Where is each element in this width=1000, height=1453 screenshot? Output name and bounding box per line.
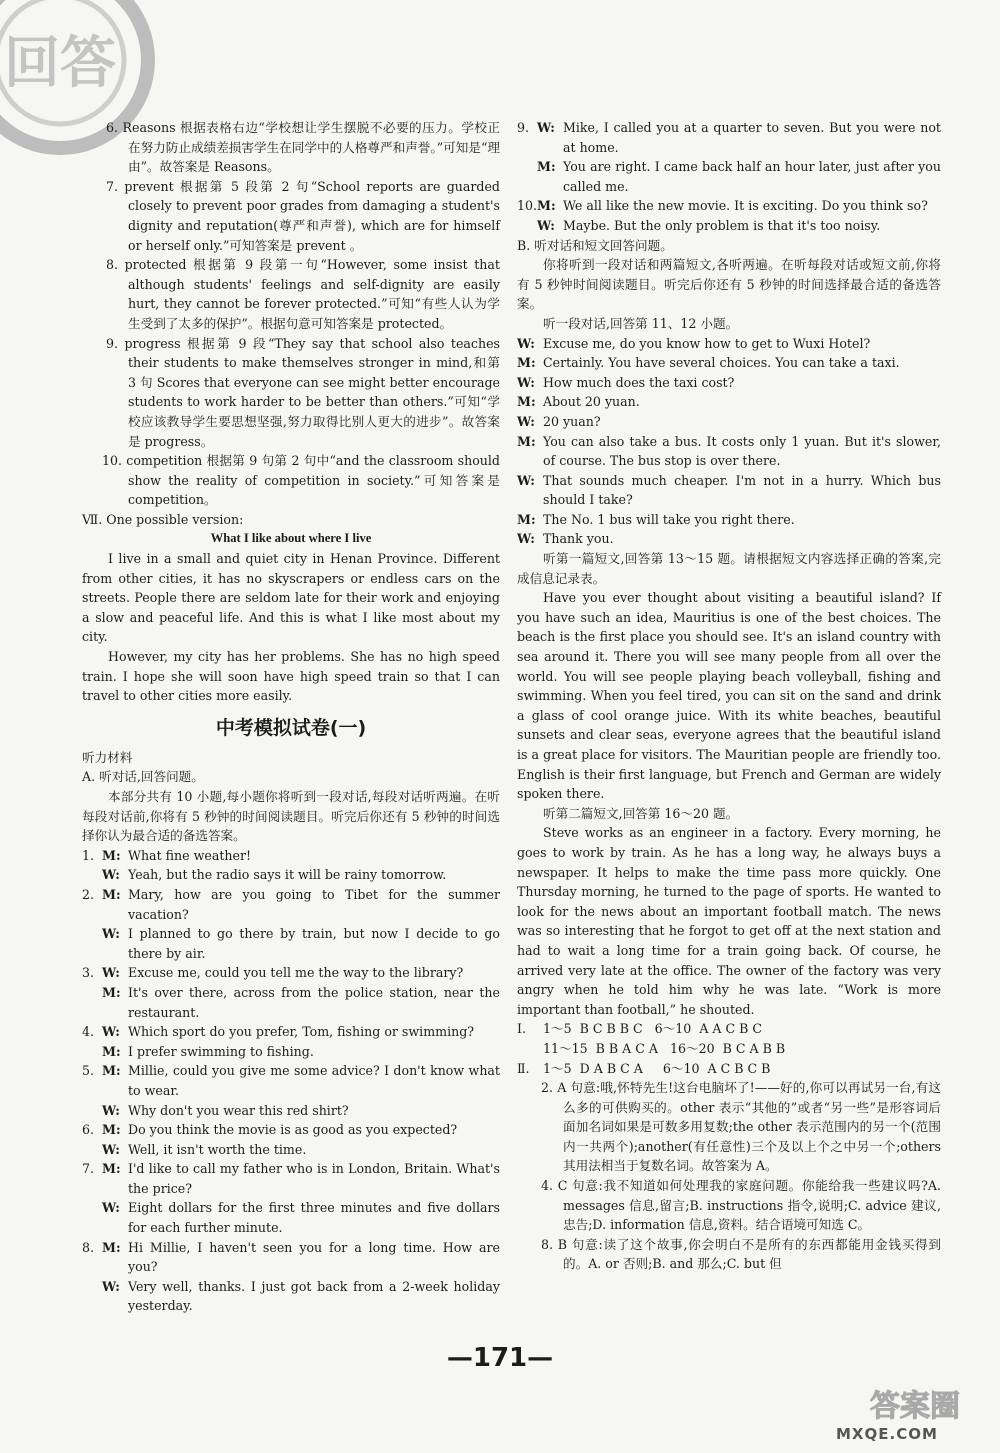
- stamp-text: 回答: [4, 31, 116, 96]
- dialogue-number: 2.: [82, 886, 95, 902]
- section-b-intro: 你将听到一段对话和两篇短文,各听两遍。在听每段对话或短文前,你将有 5 秒钟时间阅读题目。听完后你还有 5 秒钟的时间选择最合适的备选答案。: [517, 257, 941, 312]
- dialogue-text: About 20 yuan.: [543, 394, 640, 410]
- section-b-heading: B. 听对话和短文回答问题。: [517, 237, 673, 253]
- dialogue-line: [82, 1101, 500, 1121]
- answer-explanation-9: 9. progress 根据第 9 段“They say that school also teaches their students to make themselves stronger in mind,和第 3 句 Scores that everyone can see might better encourage students to work harder to be better than others.”可知“学校应该教导学生要思想坚强,努力取得比别人更大的进步”。故答案是 progress。: [106, 335, 500, 449]
- speaker-label: W:: [517, 531, 535, 547]
- exam-title: 中考模拟试卷(一): [215, 716, 367, 739]
- answer-explanation-8: 8. protected 根据第 9 段第一句“However, some insist that although students' feelings and self-dignity are easily hurt, they cannot be forever protected.”可知“有些人认为学生受到了太多的保护”。根据句意可知答案是 protected。: [106, 257, 500, 331]
- speaker-label: W:: [537, 217, 555, 233]
- dialogue-number: 10.: [517, 198, 538, 214]
- answers-section-1: [517, 1019, 941, 1058]
- answer-explanation-6: 6. Reasons 根据表格右边“学校想让学生摆脱不必要的压力。学校正在努力防止成绩差损害学生在同学中的人格尊严和声誉。”可知是“理由”。故答案是 Reasons。: [106, 120, 500, 175]
- dialogue-line: [82, 1022, 500, 1042]
- long-dialogue: [517, 334, 941, 550]
- answers-line: 1～5 D A B C A 6～10 A C B C B: [543, 1060, 771, 1076]
- right-column: [517, 118, 941, 1274]
- essay-title: What I like about where I live: [210, 531, 372, 546]
- speaker-label: W:: [517, 413, 535, 429]
- dialogue-number: 8.: [82, 1239, 95, 1255]
- speaker-label: M:: [537, 159, 556, 175]
- passage-2-intro: 听第二篇短文,回答第 16～20 题。: [543, 805, 739, 821]
- speaker-label: W:: [517, 472, 535, 488]
- dialogue-line: [82, 1120, 500, 1140]
- speaker-label: M:: [517, 355, 536, 371]
- dialogue-text: Excuse me, could you tell me the way to the library?: [128, 965, 464, 981]
- dialogue-text: You are right. I came back half an hour later, just after you called me.: [563, 159, 941, 194]
- speaker-label: W:: [102, 1200, 120, 1216]
- dialogue-line: [82, 1277, 500, 1316]
- dialogue-number: 5.: [82, 1063, 95, 1079]
- section-a-intro: 本部分共有 10 小题,每小题你将听到一段对话,每段对话听两遍。在听每段对话前,你将有 5 秒钟的时间阅读题目。听完后你还有 5 秒钟的时间选择你认为最合适的备选答案。: [82, 789, 500, 844]
- speaker-label: W:: [102, 1102, 120, 1118]
- answer-explanation-8-part: 8. B 句意:读了这个故事,你会明白不是所有的东西都能用金钱买得到的。A. or 否则;B. and 那么;C. but 但: [541, 1236, 941, 1272]
- essay-paragraph-1: I live in a small and quiet city in Henan Province. Different from other cities, it has no skyscrapers or endless cars on the streets. People there are seldom late for their work and enjoying a slow and peaceful life. And this is what I like most about my city.: [82, 551, 500, 645]
- dialogue-number: 4.: [82, 1024, 95, 1040]
- dialogue-intro: 听一段对话,回答第 11、12 小题。: [543, 315, 739, 331]
- answer-explanation-10: 10. competition 根据第 9 句第 2 句中“and the classroom should show the reality of competition in society.”可知答案是 competition。: [102, 453, 500, 508]
- watermark-brand: 答案圈: [870, 1389, 960, 1424]
- dialogue-line: [82, 846, 500, 866]
- dialogue-text: Hi Millie, I haven't seen you for a long time. How are you?: [128, 1239, 500, 1275]
- dialogue-line: [517, 529, 941, 549]
- dialogue-text: I'd like to call my father who is in London, Britain. What's the price?: [128, 1161, 500, 1196]
- dialogue-text: Thank you.: [543, 531, 614, 547]
- dialogue-line: [82, 1198, 500, 1237]
- speaker-label: M:: [102, 1122, 121, 1138]
- answers-section-2: [517, 1059, 941, 1079]
- dialogue-line: [517, 510, 941, 530]
- passage-1: Have you ever thought about visiting a beautiful island? If you have such an idea, Mauritius is one of the best choices. The beach is the first place you should see. It's an island country with sea around it. There you will see many people from all over the world. You will see people playing beach volleyball, fishing and swimming. When you feel tired, you can sit on the sand and drink a glass of cool orange juice. With its white beaches, beautiful sunsets and clear seas, everyone agrees that the beautiful island is a great place for visitors. The Mauritian people are friendly too. English is their first language, but French and German are widely spoken there.: [517, 590, 941, 802]
- speaker-label: W:: [102, 965, 120, 981]
- dialogue-text: Well, it isn't worth the time.: [128, 1141, 307, 1157]
- passage-1-intro: 听第一篇短文,回答第 13～15 题。请根据短文内容选择正确的答案,完成信息记录表。: [517, 551, 941, 586]
- dialogue-line: [517, 373, 941, 393]
- dialogue-line: [82, 885, 500, 924]
- answers-section-2-label: Ⅱ.: [517, 1060, 530, 1076]
- speaker-label: M:: [517, 433, 536, 449]
- dialogue-line: [82, 1140, 500, 1160]
- speaker-label: W:: [102, 926, 120, 942]
- dialogue-text: Mary, how are you going to Tibet for the summer vacation?: [128, 886, 500, 922]
- dialogue-line: [517, 334, 941, 354]
- speaker-label: W:: [537, 120, 555, 135]
- dialogue-line: [82, 1042, 500, 1062]
- dialogue-list: [82, 846, 500, 1316]
- dialogue-text: Why don't you wear this red shirt?: [128, 1102, 349, 1118]
- speaker-label: M:: [102, 1063, 121, 1079]
- dialogue-line: [82, 1238, 500, 1277]
- speaker-label: M:: [517, 511, 536, 527]
- speaker-label: W:: [102, 1278, 120, 1294]
- answer-explanation-7: 7. prevent 根据第 5 段第 2 句“School reports are guarded closely to prevent poor grades from damaging a student's dignity and reputation(尊严和声誉), which are for himself or herself only.”可知答案是 prevent 。: [106, 178, 500, 253]
- dialogue-text: Maybe. But the only problem is that it's too noisy.: [563, 217, 881, 233]
- answer-explanation-4: 4. C 句意:我不知道如何处理我的家庭问题。你能给我一些建议吗?A. messages 信息,留言;B. instructions 指令,说明;C. advice 建议,忠告;D. information 信息,资料。结合语境可知选 C。: [541, 1178, 941, 1233]
- dialogue-text: What fine weather!: [128, 847, 252, 863]
- dialogue-text: Millie, could you give me some advice? I don't know what to wear.: [128, 1063, 500, 1098]
- section-a-heading: A. 听对话,回答问题。: [82, 769, 204, 785]
- dialogue-text: I prefer swimming to fishing.: [128, 1043, 314, 1059]
- dialogue-number: 6.: [82, 1122, 95, 1138]
- dialogue-line: [517, 353, 941, 373]
- speaker-label: W:: [517, 374, 535, 390]
- dialogue-text: How much does the taxi cost?: [543, 374, 735, 390]
- dialogue-text: Eight dollars for the first three minutes and five dollars for each further minute.: [128, 1200, 500, 1236]
- dialogue-text: Mike, I called you at a quarter to seven. But you were not at home.: [563, 120, 941, 155]
- essay-paragraph-2: However, my city has her problems. She has no high speed train. I hope she will soon have high speed train so that I can travel to other cities more easily.: [82, 649, 500, 704]
- dialogue-line: [82, 963, 500, 983]
- dialogue-text: You can also take a bus. It costs only 1 yuan. But it's slower, of course. The bus stop is over there.: [543, 433, 941, 469]
- dialogue-line: [82, 1159, 500, 1198]
- dialogue-text: Do you think the movie is as good as you expected?: [128, 1122, 458, 1138]
- answers-line: 1～5 B C B B C 6～10 A A C B C: [543, 1021, 763, 1037]
- dialogue-number: 9.: [517, 120, 530, 135]
- speaker-label: W:: [517, 335, 535, 351]
- dialogue-line: [517, 118, 941, 157]
- dialogue-text: Yeah, but the radio says it will be rainy tomorrow.: [128, 867, 447, 883]
- dialogue-text: I planned to go there by train, but now I decide to go there by air.: [128, 926, 500, 961]
- speaker-label: M:: [517, 394, 536, 410]
- dialogue-number: 3.: [82, 965, 95, 981]
- speaker-label: M:: [102, 1239, 121, 1255]
- dialogue-line: [82, 1061, 500, 1100]
- section-7-heading: Ⅶ. One possible version:: [82, 511, 244, 527]
- dialogue-text: It's over there, across from the police station, near the restaurant.: [128, 984, 500, 1020]
- listening-label: 听力材料: [82, 749, 133, 765]
- page-number: —171—: [446, 1343, 554, 1373]
- dialogue-text: 20 yuan?: [543, 413, 601, 429]
- answers-section-1-label: Ⅰ.: [517, 1021, 526, 1037]
- dialogue-line: [517, 392, 941, 412]
- speaker-label: W:: [102, 1141, 120, 1157]
- speaker-label: W:: [102, 1024, 120, 1040]
- dialogue-text: We all like the new movie. It is exciting. Do you think so?: [563, 198, 928, 214]
- dialogue-line: [517, 432, 941, 471]
- speaker-label: M:: [102, 847, 121, 863]
- passage-2: Steve works as an engineer in a factory. Every morning, he goes to work by train. As he has a long way, he always buys a newspaper. It helps to make the time pass more quickly. One Thursday morning, he turned to the page of sports. He wanted to look for the news about an important football match. The news was so interesting that he forgot to get off at the next station and had to wait a long time for a train going back. Of course, he arrived very late at the office. The owner of the factory was very angry when he told him why he was late. “Work is more important than football,” he shouted.: [517, 825, 941, 1017]
- speaker-label: M:: [102, 984, 121, 1000]
- dialogue-list-continued: [517, 118, 941, 236]
- dialogue-text: Which sport do you prefer, Tom, fishing or swimming?: [128, 1024, 475, 1040]
- dialogue-line: [82, 983, 500, 1022]
- left-column: [82, 118, 500, 1316]
- speaker-label: M:: [102, 1161, 121, 1177]
- dialogue-line: [517, 412, 941, 432]
- dialogue-number: 7.: [82, 1161, 95, 1177]
- dialogue-text: Very well, thanks. I just got back from a 2-week holiday yesterday.: [128, 1278, 500, 1314]
- speaker-label: M:: [537, 198, 556, 214]
- answer-explanation-2: 2. A 句意:哦,怀特先生!这台电脑坏了!——好的,你可以再试另一台,有这么多的可供购买的。other 表示“其他的”或者“另一些”是形容词后面加名词如果是可数多用复数;the other 表示范围内的另一个(范围内一共两个);another(有任意性)三个及以上个之中另一个;others 其用法相当于复数名词。故答案为 A。: [541, 1080, 941, 1174]
- speaker-label: M:: [102, 1043, 121, 1059]
- dialogue-text: Certainly. You have several choices. You can take a taxi.: [543, 355, 900, 371]
- dialogue-line: [517, 471, 941, 510]
- watermark-url: MXQE.COM: [836, 1425, 938, 1443]
- dialogue-text: The No. 1 bus will take you right there.: [543, 511, 795, 527]
- dialogue-line: [82, 924, 500, 963]
- answers-line: 11～15 B B A C A 16～20 B C A B B: [543, 1040, 786, 1056]
- speaker-label: W:: [102, 867, 120, 883]
- dialogue-line: [82, 865, 500, 885]
- dialogue-line: [517, 157, 941, 196]
- dialogue-text: That sounds much cheaper. I'm not in a hurry. Which bus should I take?: [543, 472, 941, 508]
- dialogue-line: [517, 196, 941, 216]
- dialogue-text: Excuse me, do you know how to get to Wuxi Hotel?: [543, 335, 871, 351]
- dialogue-number: 1.: [82, 847, 95, 863]
- speaker-label: M:: [102, 886, 121, 902]
- dialogue-line: [517, 216, 941, 236]
